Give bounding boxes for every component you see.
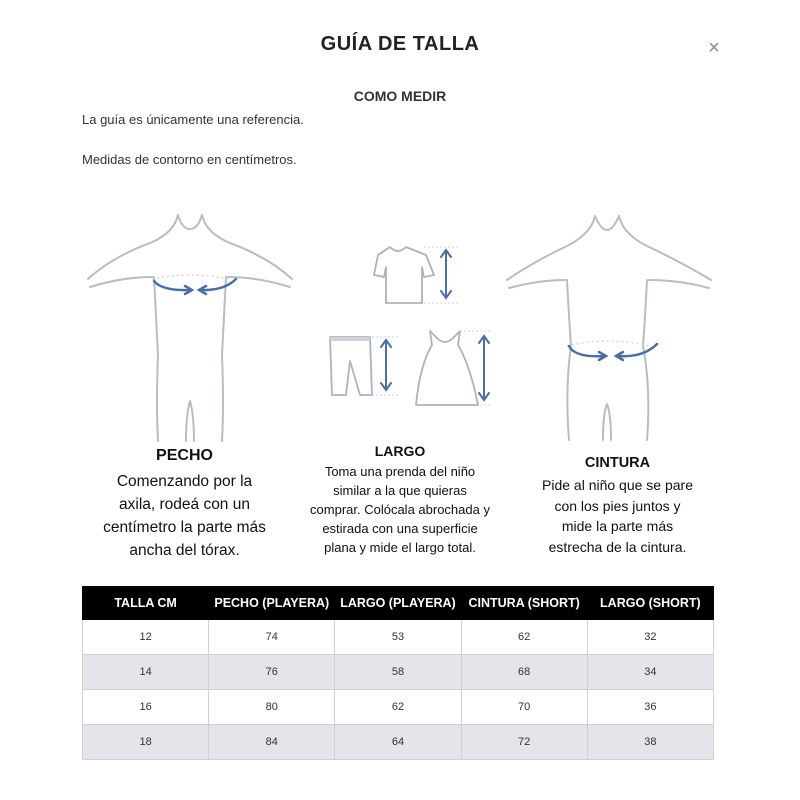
table-cell: 62 — [461, 620, 587, 655]
table-row — [83, 690, 714, 725]
table-cell: 58 — [335, 655, 461, 690]
table-cell: 53 — [335, 620, 461, 655]
length-description-line: similar a la que quieras — [333, 483, 467, 498]
table-row — [83, 620, 714, 655]
table-cell: 36 — [587, 690, 713, 725]
table-cell: 12 — [83, 620, 209, 655]
waist-description-line: mide la parte más — [561, 518, 674, 534]
table-cell: 70 — [461, 690, 587, 725]
size-table — [82, 586, 714, 760]
length-description-line: estirada con una superficie — [322, 521, 478, 536]
table-cell: 68 — [461, 655, 587, 690]
column-header-chest: PECHO (PLAYERA) — [209, 587, 335, 620]
length-measure-illustration — [320, 235, 500, 415]
length-heading: LARGO — [374, 443, 426, 459]
length-description-line: plana y mide el largo total. — [324, 540, 476, 555]
table-cell: 18 — [83, 725, 209, 760]
length-description-line: Toma una prenda del niño — [324, 464, 476, 479]
table-cell: 38 — [587, 725, 713, 760]
chest-description-line: centímetro la parte más — [103, 519, 266, 536]
chest-measure-illustration — [82, 205, 297, 445]
table-cell: 76 — [209, 655, 335, 690]
waist-description — [515, 475, 720, 557]
table-cell: 84 — [209, 725, 335, 760]
waist-description-line: estrecha de la cintura. — [548, 538, 687, 555]
chest-description-line: ancha del tórax. — [129, 542, 240, 559]
table-row — [83, 655, 714, 690]
table-cell: 74 — [209, 620, 335, 655]
waist-heading: CINTURA — [584, 455, 651, 471]
table-cell: 14 — [83, 655, 209, 690]
column-header-waist: CINTURA (SHORT) — [461, 587, 587, 620]
how-to-measure-heading: COMO MEDIR — [353, 88, 447, 104]
units-note: Medidas de contorno en centímetros. — [82, 152, 297, 167]
chest-heading: PECHO — [156, 447, 213, 464]
size-guide-title: GUÍA DE TALLA — [320, 33, 480, 55]
chest-description-line: axila, rodeá con un — [119, 496, 250, 513]
table-cell: 32 — [587, 620, 713, 655]
table-row — [83, 725, 714, 760]
table-header-row — [83, 587, 714, 620]
table-cell: 72 — [461, 725, 587, 760]
table-cell: 16 — [83, 690, 209, 725]
table-cell: 64 — [335, 725, 461, 760]
chest-description-line: Comenzando por la — [116, 473, 253, 490]
waist-description-line: con los pies juntos y — [554, 497, 681, 514]
column-header-size: TALLA CM — [83, 587, 209, 620]
reference-note: La guía es únicamente una referencia. — [82, 112, 304, 127]
close-icon[interactable]: × — [708, 37, 720, 59]
length-description-line: comprar. Colócala abrochada y — [310, 502, 490, 517]
column-header-shirt-length: LARGO (PLAYERA) — [335, 587, 461, 620]
table-cell: 62 — [335, 690, 461, 725]
table-cell: 34 — [587, 655, 713, 690]
waist-measure-illustration — [503, 208, 718, 444]
table-cell: 80 — [209, 690, 335, 725]
column-header-short-length: LARGO (SHORT) — [587, 587, 713, 620]
length-description — [285, 462, 515, 557]
chest-description — [82, 470, 287, 562]
waist-description-line: Pide al niño que se pare — [542, 477, 693, 493]
